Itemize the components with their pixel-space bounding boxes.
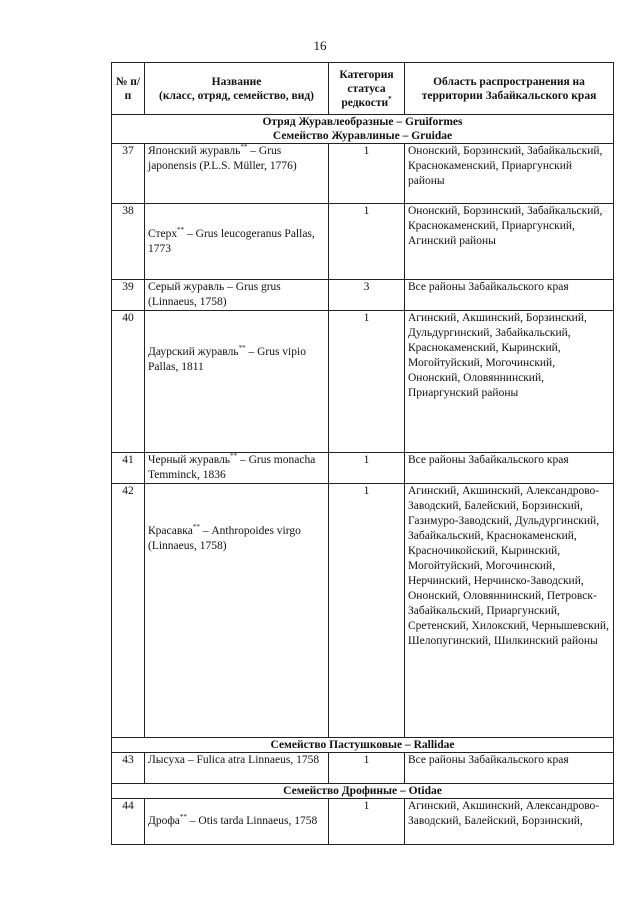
species-lat: – Anthropoides virgo (Linnaeus, 1758) (148, 525, 301, 552)
table-row (112, 204, 614, 280)
row-area: Ононский, Борзинский, Забайкальский, Краснокаменский, Приаргунский, Агинский районы (405, 204, 614, 280)
row-num: 37 (112, 144, 145, 204)
species-ru: Японский журавль (148, 145, 241, 157)
header-category-mark: * (388, 94, 392, 103)
section-row-order (112, 115, 614, 144)
order-title: Отряд Журавлеобразные – Gruiformes (262, 116, 463, 128)
row-area: Все районы Забайкальского края (405, 453, 614, 484)
species-ru: Стерх (148, 227, 178, 240)
header-name-title: Название (211, 75, 262, 88)
row-num: 38 (112, 204, 145, 280)
row-species (145, 204, 329, 280)
species-lat: – Otis tarda Linnaeus, 1758 (186, 815, 318, 827)
row-species (145, 311, 329, 453)
header-area: Область распространения на территории Забайкальского края (405, 63, 614, 115)
row-category: 3 (329, 280, 405, 311)
family-title: Семейство Журавлиные – Gruidae (272, 130, 453, 142)
table-row (112, 484, 614, 738)
row-num: 43 (112, 753, 145, 784)
row-category: 1 (329, 453, 405, 484)
row-num: 39 (112, 280, 145, 311)
row-area: Все районы Забайкальского края (405, 280, 614, 311)
species-lat: – Grus monacha Temminck, 1836 (148, 454, 316, 481)
table-header-row (112, 63, 614, 115)
header-name-sub: (класс, отряд, семейство, вид) (159, 89, 314, 102)
species-mark: ** (177, 225, 185, 234)
row-area: Все районы Забайкальского края (405, 753, 614, 784)
species-ru: Черный журавль (148, 454, 231, 466)
species-ru: Серый журавль (148, 281, 225, 293)
row-species (145, 753, 329, 784)
species-ru: Даурский журавль (148, 346, 239, 358)
species-mark: ** (192, 523, 200, 532)
table-row (112, 453, 614, 484)
species-ru: Лысуха (148, 754, 185, 766)
species-lat: – Grus japonensis (P.L.S. Müller, 1776) (148, 145, 297, 172)
table-row (112, 311, 614, 453)
section-title: Семейство Дрофиные – Otidae (112, 784, 614, 799)
table-row (112, 280, 614, 311)
rare-species-table (111, 62, 614, 845)
table-row (112, 753, 614, 784)
row-species (145, 453, 329, 484)
row-category: 1 (329, 204, 405, 280)
row-area: Ононский, Борзинский, Забайкальский, Краснокаменский, Приаргунский районы (405, 144, 614, 204)
row-area: Агинский, Акшинский, Александрово-Заводский, Балейский, Борзинский, Газимуро-Заводский, Дульдургинский, Забайкальский, Краснокаменский, Красночикойский, Кыринский, Могойтуйский, Могочинский, Нерчинский, Нерчинско-Заводский, Ононский, Оловяннинский, Петровск-Забайкальский, Приаргунский, Сретенский, Хилокский, Чернышевский, Шелопугинский, Шилкинский районы (405, 484, 614, 738)
row-num: 41 (112, 453, 145, 484)
section-title: Семейство Пастушковые – Rallidae (112, 738, 614, 753)
row-species (145, 799, 329, 845)
species-lat: – Grus grus (Linnaeus, 1758) (148, 281, 281, 308)
species-mark: ** (240, 143, 248, 152)
species-ru: Красавка (148, 525, 193, 537)
row-category: 1 (329, 144, 405, 204)
row-category: 1 (329, 799, 405, 845)
species-mark: ** (238, 344, 246, 353)
header-category-label: Категория статуса редкости (339, 68, 394, 109)
section-title (112, 115, 614, 144)
header-category (329, 63, 405, 115)
table-row (112, 799, 614, 845)
table-row (112, 144, 614, 204)
species-ru: Дрофа (148, 815, 180, 827)
species-lat: – Grus leucogeranus Pallas, 1773 (148, 227, 315, 255)
section-row-family (112, 738, 614, 753)
row-species (145, 144, 329, 204)
row-species (145, 484, 329, 738)
row-area: Агинский, Акшинский, Борзинский, Дульдургинский, Забайкальский, Краснокаменский, Кыринский, Могойтуйский, Могочинский, Ононский, Оловяннинский, Приаргунский районы (405, 311, 614, 453)
row-species (145, 280, 329, 311)
header-num: № п/п (112, 63, 145, 115)
row-category: 1 (329, 753, 405, 784)
species-mark: ** (230, 452, 238, 461)
row-category: 1 (329, 311, 405, 453)
species-lat: – Fulica atra Linnaeus, 1758 (184, 754, 320, 766)
row-category: 1 (329, 484, 405, 738)
row-area: Агинский, Акшинский, Александрово-Заводский, Балейский, Борзинский, (405, 799, 614, 845)
row-num: 40 (112, 311, 145, 453)
row-num: 44 (112, 799, 145, 845)
species-lat: – Grus vipio Pallas, 1811 (148, 346, 306, 373)
section-row-family (112, 784, 614, 799)
species-mark: ** (179, 813, 187, 822)
page-number: 16 (313, 38, 327, 53)
row-num: 42 (112, 484, 145, 738)
header-name (145, 63, 329, 115)
